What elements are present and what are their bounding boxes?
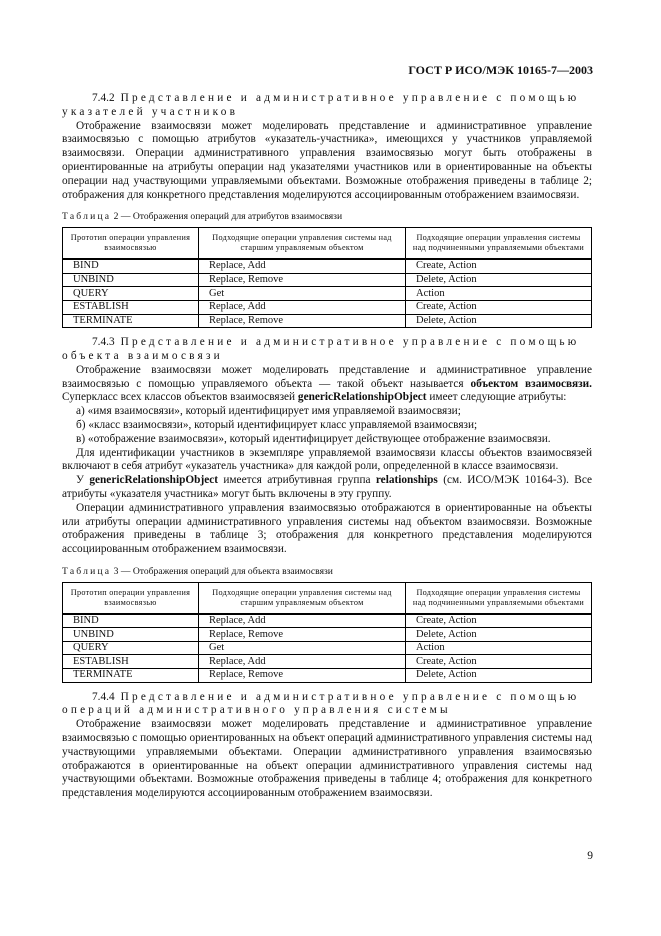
table-header: Подходящие операции управления системы над старшим управляемым объектом	[199, 582, 406, 614]
section-heading	[62, 336, 592, 350]
table-header: Прототип операции управления взаимосвязью	[63, 228, 199, 260]
section-number: 7.4.2	[92, 92, 115, 104]
paragraph: Операции административного управления взаимосвязью отображаются в ориентированные на объекты или атрибуты операции административного управления системы над объектом взаимосвязи. Возможные отображения приведены в таблице 3; отображения для конкретного представления моделируются ассоциированным отображением взаимосвязи.	[62, 501, 592, 556]
table-row: ESTABLISH Replace, Add Create, Action	[63, 655, 592, 669]
list-item: б) «класс взаимосвязи», который идентифицирует класс управляемой взаимосвязи;	[76, 418, 478, 431]
table-header: Подходящие операции управления системы над старшим управляемым объектом	[199, 228, 406, 260]
table-row: TERMINATE Replace, Remove Delete, Action	[63, 669, 592, 683]
heading-text: Представление и административное управление с помощью	[120, 336, 580, 349]
table-caption: Таблица 2 — Отображения операций для атрибутов взаимосвязи	[62, 211, 343, 223]
list-item: а) «имя взаимосвязи», который идентифицирует имя управляемой взаимосвязи;	[76, 405, 461, 418]
table-header: Подходящие операции управления системы над подчиненными управляемыми объектами	[406, 228, 592, 260]
heading-text-cont: операций административного управления системы	[62, 704, 451, 717]
table-row: BIND Replace, Add Create, Action	[63, 614, 592, 628]
page-number: 9	[587, 850, 593, 862]
section-heading	[62, 92, 592, 106]
table-row: ESTABLISH Replace, Add Create, Action	[63, 300, 592, 314]
table-row: QUERY Get Action	[63, 287, 592, 301]
table-row: BIND Replace, Add Create, Action	[63, 259, 592, 273]
heading-text: Представление и административное управление с помощью	[120, 690, 580, 703]
heading-text: Представление и административное управление с помощью	[120, 92, 580, 104]
table-2	[62, 227, 592, 328]
section-heading	[62, 691, 592, 705]
paragraph: Отображение взаимосвязи может моделировать представление и административное управление взаимосвязью с помощью ориентированных на объект операций административного управления системы над участвующими управляемыми объектами. Операции административного управления взаимосвязью отображаются в ориентированные на объект операции административного управления системы над участвующими объектами. Возможные отображения приведены в таблице 4; отображения для конкретного представления моделируются ассоциированным отображением взаимосвязи.	[62, 718, 592, 800]
list-item: в) «отображение взаимосвязи», который идентифицирует действующее отображение взаимосвязи.	[76, 432, 551, 445]
table-row: QUERY Get Action	[63, 641, 592, 655]
table-caption: Таблица 3 — Отображения операций для объекта взаимосвязи	[62, 565, 333, 577]
heading-text-cont: объекта взаимосвязи	[62, 349, 223, 362]
table-row: TERMINATE Replace, Remove Delete, Action	[63, 314, 592, 328]
table-3	[62, 582, 592, 683]
table-header: Подходящие операции управления системы над подчиненными управляемыми объектами	[406, 582, 592, 614]
section-number: 7.4.3	[92, 336, 115, 349]
table-header: Прототип операции управления взаимосвязью	[63, 582, 199, 614]
document-header: ГОСТ Р ИСО/МЭК 10165-7—2003	[408, 63, 593, 77]
paragraph: Отображение взаимосвязи может моделировать представление и административное управление взаимосвязью с помощью атрибутов «указатель-участника», имеющихся у участников управляемой взаимосвязи. Операции административного управления взаимосвязью могут быть отображены в ориентированные на атрибуты операции над указателями участников или в ориентированные на объекты операции над участвующими управляемыми объектами. Возможные отображения приведены в таблице 2; отображения для конкретного представления моделируются ассоциированным отображением взаимосвязи.	[62, 119, 592, 201]
table-row: UNBIND Replace, Remove Delete, Action	[63, 273, 592, 287]
paragraph: Для идентификации участников в экземпляре управляемой взаимосвязи классы объектов взаимосвязей включают в себя атрибут «указатель участника» для каждой роли, определенной в классе взаимосвязи.	[62, 446, 592, 473]
paragraph: Отображение взаимосвязи может моделировать представление и административное управление взаимосвязью с помощью управляемого объекта — такой объект называется объектом взаимосвязи. Суперкласс всех классов объектов взаимосвязей genericRelationshipObject имеет следующие атрибуты:	[62, 363, 592, 404]
paragraph: У genericRelationshipObject имеется атрибутивная группа relationships (см. ИСО/МЭК 10164-3). Все атрибуты «указателя участника» могут быть включены в эту группу.	[62, 474, 592, 500]
section-number: 7.4.4	[92, 690, 115, 703]
heading-text-cont: указателей участников	[62, 105, 239, 118]
table-row: UNBIND Replace, Remove Delete, Action	[63, 628, 592, 642]
page-content	[62, 92, 592, 801]
